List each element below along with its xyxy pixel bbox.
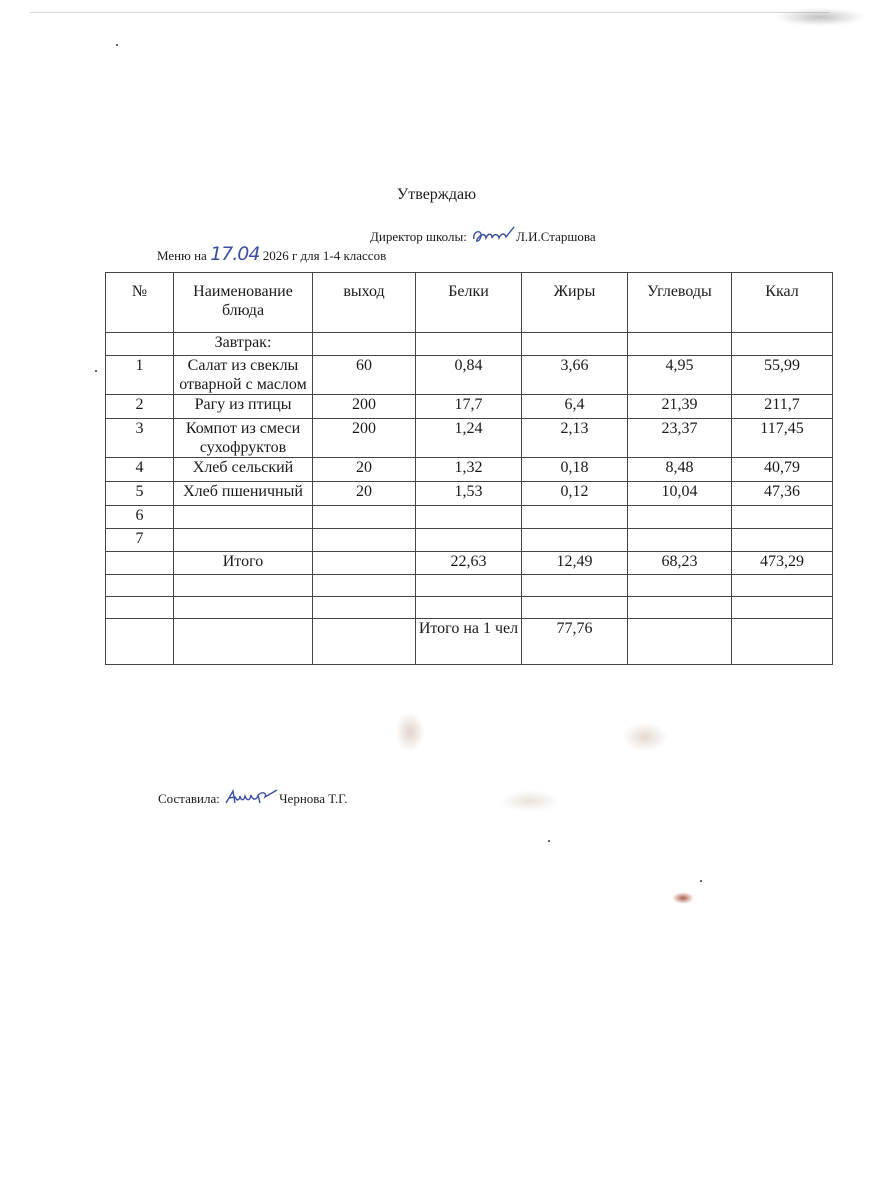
table-header-row	[106, 273, 833, 333]
compiled-label: Составила:	[158, 791, 220, 806]
dish-name: Салат из свеклы отварной с маслом	[174, 356, 313, 395]
per-person-row	[106, 619, 833, 665]
scan-speck	[95, 370, 97, 372]
scan-edge-line	[30, 12, 830, 13]
dish-carbs: 8,48	[628, 458, 732, 482]
table-row	[106, 395, 833, 419]
dish-name: Рагу из птицы	[174, 395, 313, 419]
dish-fat: 6,4	[522, 395, 628, 419]
dish-kcal: 55,99	[732, 356, 833, 395]
section-label: Завтрак:	[174, 333, 313, 356]
paper-stain	[395, 712, 425, 752]
dish-name: Хлеб пшеничный	[174, 482, 313, 506]
dish-kcal: 117,45	[732, 419, 833, 458]
paper-stain	[500, 790, 560, 812]
menu-table	[105, 272, 833, 665]
menu-date-handwritten: 17.04	[210, 243, 260, 265]
row-number: 5	[106, 482, 174, 506]
dish-protein: 17,7	[416, 395, 522, 419]
dish-fat: 3,66	[522, 356, 628, 395]
dish-fat: 0,18	[522, 458, 628, 482]
row-number: 4	[106, 458, 174, 482]
table-row-empty	[106, 529, 833, 552]
total-fat: 12,49	[522, 552, 628, 575]
paper-stain	[672, 892, 694, 904]
compiled-name: Чернова Т.Г.	[279, 791, 348, 806]
dish-carbs: 21,39	[628, 395, 732, 419]
column-header-output: выход	[313, 273, 416, 333]
scan-speck	[548, 840, 550, 842]
dish-kcal: 47,36	[732, 482, 833, 506]
dish-protein: 0,84	[416, 356, 522, 395]
per-person-label: Итого на 1 чел	[416, 619, 522, 665]
table-row	[106, 458, 833, 482]
dish-output: 20	[313, 458, 416, 482]
section-row-breakfast	[106, 333, 833, 356]
dish-output: 200	[313, 419, 416, 458]
column-header-fat: Жиры	[522, 273, 628, 333]
total-row	[106, 552, 833, 575]
paper-stain	[622, 722, 668, 752]
row-number: 7	[106, 529, 174, 552]
table-row	[106, 419, 833, 458]
dish-carbs: 23,37	[628, 419, 732, 458]
scan-speck	[116, 44, 118, 46]
table-row-empty	[106, 506, 833, 529]
menu-date-line	[157, 243, 386, 265]
dish-output: 20	[313, 482, 416, 506]
dish-output: 200	[313, 395, 416, 419]
dish-fat: 0,12	[522, 482, 628, 506]
director-signature	[470, 225, 516, 247]
scan-smudge	[775, 8, 865, 26]
row-number: 3	[106, 419, 174, 458]
column-header-protein: Белки	[416, 273, 522, 333]
row-number: 6	[106, 506, 174, 529]
director-line	[370, 225, 596, 247]
column-header-carbs: Углеводы	[628, 273, 732, 333]
per-person-value: 77,76	[522, 619, 628, 665]
dish-protein: 1,53	[416, 482, 522, 506]
menu-suffix: 2026 г для 1-4 классов	[262, 248, 387, 263]
column-header-kcal: Ккал	[732, 273, 833, 333]
compiler-signature	[223, 787, 279, 809]
total-kcal: 473,29	[732, 552, 833, 575]
approval-heading: Утверждаю	[396, 186, 477, 203]
column-header-dish-name: Наименование блюда	[174, 273, 313, 333]
dish-kcal: 40,79	[732, 458, 833, 482]
dish-carbs: 10,04	[628, 482, 732, 506]
director-name: Л.И.Старшова	[516, 229, 596, 244]
dish-fat: 2,13	[522, 419, 628, 458]
column-header-number: №	[106, 273, 174, 333]
row-number: 2	[106, 395, 174, 419]
director-label: Директор школы:	[370, 229, 467, 244]
total-protein: 22,63	[416, 552, 522, 575]
dish-protein: 1,32	[416, 458, 522, 482]
dish-carbs: 4,95	[628, 356, 732, 395]
dish-name: Компот из смеси сухофруктов	[174, 419, 313, 458]
row-number: 1	[106, 356, 174, 395]
table-row	[106, 482, 833, 506]
table-row-blank	[106, 597, 833, 619]
compiled-by-line	[158, 787, 347, 809]
scan-speck	[700, 880, 702, 882]
total-label: Итого	[174, 552, 313, 575]
menu-prefix: Меню на	[157, 248, 207, 263]
dish-protein: 1,24	[416, 419, 522, 458]
dish-name: Хлеб сельский	[174, 458, 313, 482]
table-row	[106, 356, 833, 395]
table-row-blank	[106, 575, 833, 597]
total-carbs: 68,23	[628, 552, 732, 575]
dish-output: 60	[313, 356, 416, 395]
dish-kcal: 211,7	[732, 395, 833, 419]
